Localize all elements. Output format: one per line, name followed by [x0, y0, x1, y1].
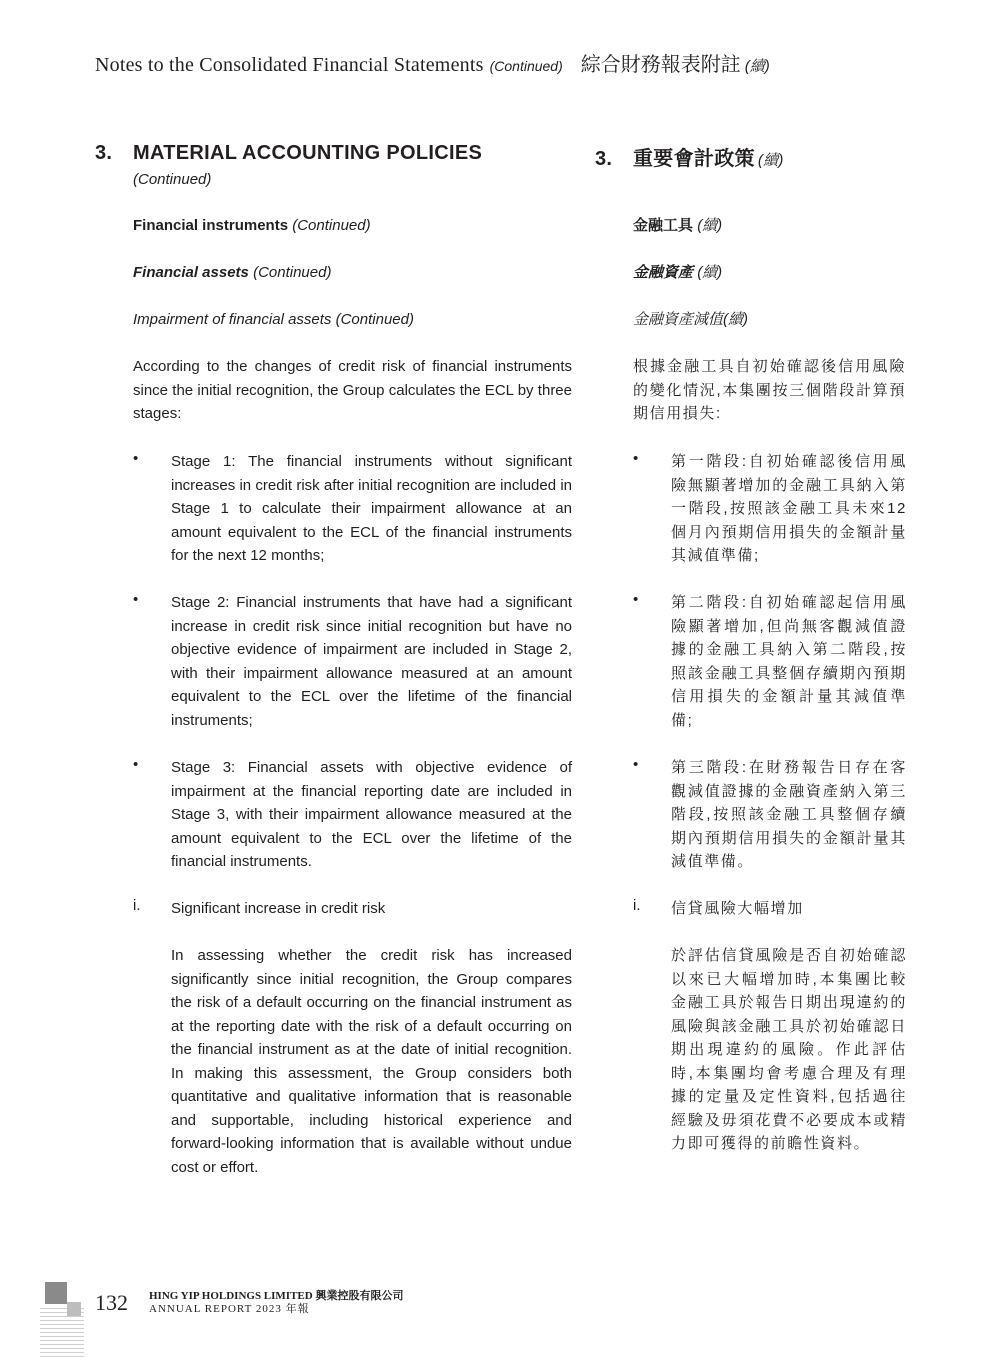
page-footer [40, 1280, 460, 1357]
section-heading-en [95, 142, 482, 165]
subheading-financial-instruments-zh [633, 214, 722, 238]
subheading-impairment-zh: 金融資產減值(續) [633, 311, 748, 328]
bullet-marker: • [633, 450, 639, 467]
section-continued-zh: (續) [757, 152, 784, 169]
header-continued-zh: (續) [744, 58, 770, 75]
bullet-marker: • [133, 591, 139, 608]
fa-continued-zh: (續) [697, 264, 723, 281]
subheading-financial-assets-zh [633, 261, 722, 285]
footer-square-dark [45, 1282, 67, 1304]
intro-paragraph-zh: 根據金融工具自初始確認後信用風險的變化情況,本集團按三個階段計算預期信用損失: [633, 358, 906, 422]
section-number-zh: 3. [595, 148, 613, 170]
item-i-title-en: Significant increase in credit risk [171, 900, 386, 917]
bullet-stage-3-zh: 第三階段:在財務報告日存在客觀減值證據的金融資產納入第三階段,按照該金融工具整個存續期內預期信用損失的金額計量其減值準備。 [671, 759, 907, 870]
section-continued-en: (Continued) [133, 171, 212, 188]
bullet-stage-1-zh: 第一階段:自初始確認後信用風險無顯著增加的金融工具納入第一階段,按照該金融工具未來12個月內預期信用損失的金額計量其減值準備; [671, 453, 907, 564]
fi-continued-en: (Continued) [292, 217, 371, 234]
bullet-stage-2-en: Stage 2: Financial instruments that have had a significant increase in credit risk since initial recognition but have no objective evidence of impairment are included in Stage 2, with their impairment allowance measured at an amount equivalent to the ECL over the lifetime of the financial instruments; [171, 594, 572, 729]
bullet-stage-1-en: Stage 1: The financial instruments without significant increases in credit risk after initial recognition are included in Stage 1 to calculate their impairment allowance at an amount equivalent to the ECL of the financial instruments for the next 12 months; [171, 453, 572, 564]
item-i-marker-en: i. [133, 897, 141, 914]
bullet-marker: • [133, 756, 139, 773]
fi-label-zh: 金融工具 [633, 217, 694, 234]
fi-continued-zh: (續) [697, 217, 723, 234]
section-title-en: MATERIAL ACCOUNTING POLICIES [133, 142, 483, 164]
header-title-zh: 綜合財務報表附註 [580, 52, 741, 76]
item-i-marker-zh: i. [633, 897, 641, 914]
bullet-stage-3-en: Stage 3: Financial assets with objective evidence of impairment at the financial reporting date are included in Stage 3, with their impairment allowance measured at the amount equivalent to the ECL over the lifetime of the financial instruments. [171, 759, 572, 870]
subheading-financial-instruments-en [133, 214, 371, 238]
fa-label-en: Financial assets [133, 264, 249, 281]
section-heading-zh [595, 142, 784, 171]
fa-label-zh: 金融資產 [633, 264, 694, 281]
subheading-impairment-en: Impairment of financial assets (Continued) [133, 311, 414, 328]
subheading-financial-assets-en [133, 261, 331, 285]
fi-label-en: Financial instruments [133, 217, 289, 234]
item-i-body-zh: 於評估信貸風險是否自初始確認以來已大幅增加時,本集團比較金融工具於報告日期出現違約的風險與該金融工具於初始確認日期出現違約的風險。作此評估時,本集團均會考慮合理及有理據的定量及定性資料,包括過往經驗及毋須花費不必要成本或精力即可獲得的前瞻性資料。 [671, 947, 907, 1152]
section-number-en: 3. [95, 142, 113, 164]
footer-decoration [40, 1280, 84, 1357]
footer-square-light [67, 1302, 81, 1316]
bullet-stage-2-zh: 第二階段:自初始確認起信用風險顯著增加,但尚無客觀減值證據的金融工具納入第二階段,按照該金融工具整個存續期內預期信用損失的金額計量其減值準備; [671, 594, 907, 729]
header-title-en: Notes to the Consolidated Financial Statements [95, 54, 484, 76]
page-header [95, 48, 770, 77]
footer-report: ANNUAL REPORT 2023 年報 [149, 1303, 310, 1315]
fa-continued-en: (Continued) [253, 264, 332, 281]
item-i-title-zh: 信貸風險大幅增加 [671, 900, 804, 917]
header-continued-en: (Continued) [489, 58, 563, 74]
page-number: 132 [95, 1290, 128, 1315]
item-i-body-en: In assessing whether the credit risk has increased significantly since initial recognition, the Group compares the risk of a default occurring on the financial instrument as at the reporting date with the risk of a default occurring on the financial instrument as at the date of initial recognition. In making this assessment, the Group considers both quantitative and qualitative information that is reasonable and supportable, including historical experience and forward-looking information that is available without undue cost or effort. [171, 947, 572, 1176]
intro-paragraph-en: According to the changes of credit risk of financial instruments since the initial recognition, the Group calculates the ECL by three stages: [133, 358, 572, 422]
section-title-zh: 重要會計政策 [633, 148, 755, 170]
bullet-marker: • [633, 756, 639, 773]
bullet-marker: • [633, 591, 639, 608]
footer-company: HING YIP HOLDINGS LIMITED 興業控股有限公司 [149, 1290, 404, 1302]
bullet-marker: • [133, 450, 139, 467]
